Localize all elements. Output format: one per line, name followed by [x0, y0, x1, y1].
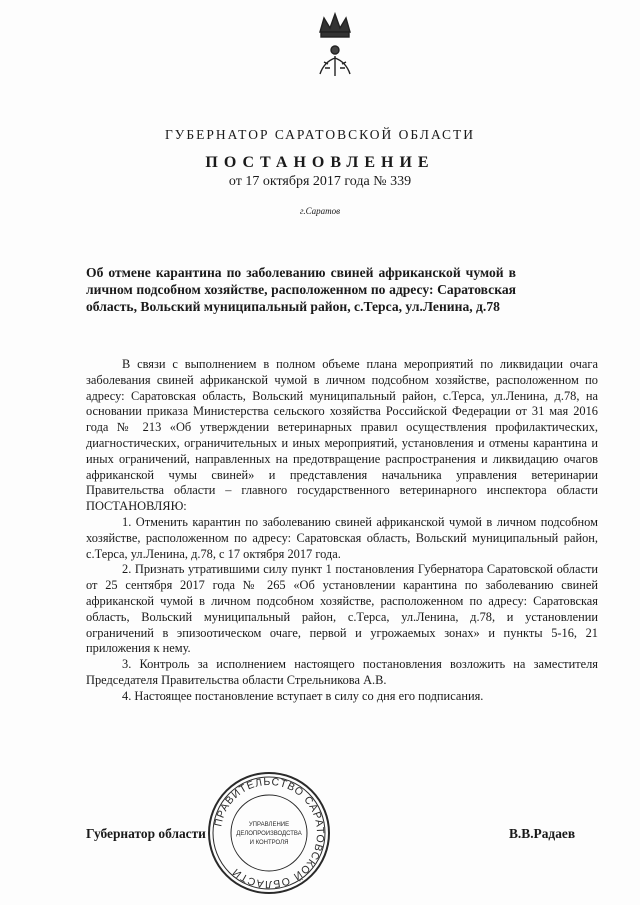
stamp-center-line-1: УПРАВЛЕНИЕ — [248, 822, 290, 828]
issuing-authority: ГУБЕРНАТОР САРАТОВСКОЙ ОБЛАСТИ — [164, 127, 476, 142]
city-label: г.Саратов — [299, 206, 341, 216]
document-type-title: ПОСТАНОВЛЕНИЕ — [205, 154, 435, 171]
signatory-position: Губернатор области — [86, 826, 206, 841]
signatory-name: В.В.Радаев — [509, 826, 576, 841]
stamp-center-line-3: И КОНТРОЛЯ — [249, 840, 289, 846]
document-subject: Об отмене карантина по заболеванию свиней африканской чумой в личном подсобном хозяйстве, расположенном по адресу: Саратовская область, Вольский муниципальный район, с.Терса, ул.Ленина, д.78 — [86, 265, 516, 314]
stamp-center-line-2: ДЕЛОПРОИЗВОДСТВА — [236, 831, 302, 837]
body-item-2: 2. Признать утратившими силу пункт 1 постановления Губернатора Саратовской области от 25 сентября 2017 года № 265 «Об установлении карантина по заболеванию свиней африканской чумой в личном подсобном хозяйстве, расположенном по адресу: Саратовская область, Вольский муниципальный район, с.Терса, ул.Ленина, д.78, и установлении ограничений в эпизоотическом очаге, первой и угрожаемых зонах» и пункты 5-16, 21 приложения к нему. — [86, 562, 598, 656]
official-stamp — [206, 770, 332, 896]
stamp-ring-text: ПРАВИТЕЛЬСТВО САРАТОВСКОЙ ОБЛАСТИ — [212, 775, 327, 891]
body-item-4: 4. Настоящее постановление вступает в силу со дня его подписания. — [122, 688, 484, 703]
document-body — [86, 357, 598, 705]
body-item-1: 1. Отменить карантин по заболеванию свиней африканской чумой в личном подсобном хозяйстве, расположенном по адресу: Саратовская область, Вольский муниципальный район, с.Терса, ул.Ленина, д.78, с 17 октября 2017 года. — [86, 514, 598, 561]
crown-emblem-icon — [300, 10, 370, 80]
document-date-number: от 17 октября 2017 года № 339 — [228, 174, 412, 189]
body-item-3: 3. Контроль за исполнением настоящего постановления возложить на заместителя Председателя Правительства области Стрельникова А.В. — [86, 657, 598, 687]
body-preamble: В связи с выполнением в полном объеме плана мероприятий по ликвидации очага заболевания свиней африканской чумой в личном подсобном хозяйстве, расположенном по адресу: Саратовская область, Вольский муниципальный район, с.Терса, ул.Ленина, д.78, на основании приказа Министерства сельского хозяйства Российской Федерации от 31 мая 2016 года № 213 «Об утверждении ветеринарных правил осуществления профилактических, диагностических, ограничительных и иных мероприятий, установления и отмены карантина и иных ограничений, направленных на предотвращение распространения и ликвидацию очагов африканской чумы свиней» и представления начальника управления ветеринарии Правительства области – главного государственного ветеринарного инспектора области ПОСТАНОВЛЯЮ: — [86, 357, 598, 514]
